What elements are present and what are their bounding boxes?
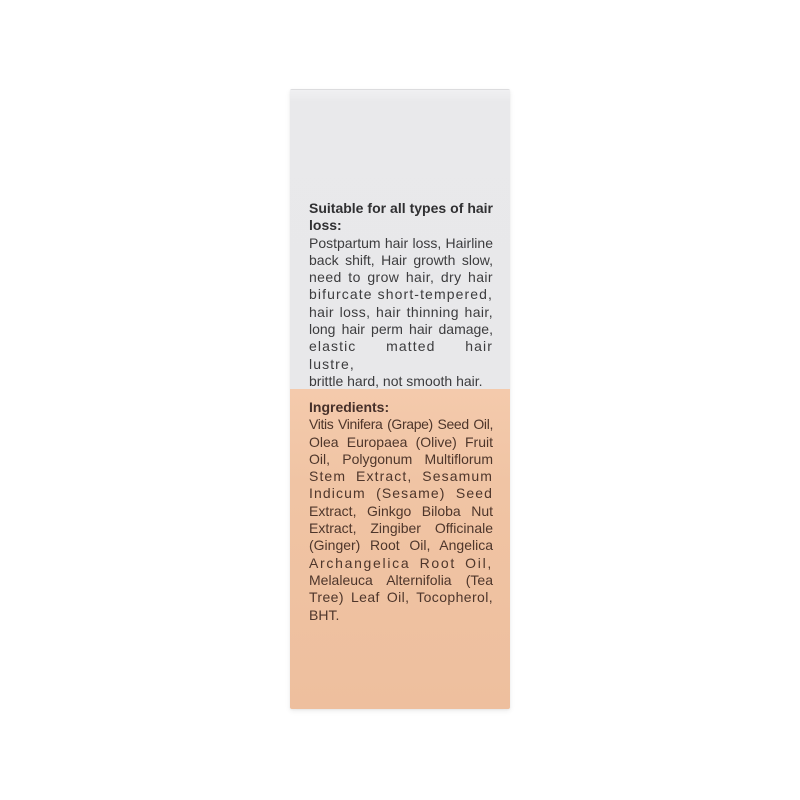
product-box-back	[290, 89, 510, 709]
suitability-panel	[290, 89, 510, 390]
ingredients-heading: Ingredients:	[309, 399, 390, 415]
text-line: Indicum (Sesame) Seed	[309, 485, 493, 502]
suitability-textblock	[309, 200, 493, 390]
suitability-heading: loss:	[309, 217, 342, 234]
text-line: need to grow hair, dry hair	[309, 269, 493, 286]
text-line: Stem Extract, Sesamum	[309, 468, 493, 485]
text-line: long hair perm hair damage,	[309, 321, 493, 338]
ingredients-panel	[290, 389, 510, 709]
text-line: Melaleuca Alternifolia (Tea	[309, 571, 493, 588]
text-line: BHT.	[309, 606, 340, 623]
text-line: Extract, Ginkgo Biloba Nut	[309, 502, 493, 519]
text-line: Vitis Vinifera (Grape) Seed Oil,	[309, 416, 493, 433]
text-line: Oil, Polygonum Multiflorum	[309, 450, 493, 467]
ingredients-textblock	[309, 399, 493, 624]
text-line: brittle hard, not smooth hair.	[309, 372, 483, 389]
text-line: Archangelica Root Oil,	[309, 554, 493, 571]
text-line: hair loss, hair thinning hair,	[309, 303, 493, 320]
suitability-heading: Suitable for all types of hair	[309, 200, 493, 216]
text-line: bifurcate short-tempered,	[309, 286, 493, 303]
text-line: Extract, Zingiber Officinale	[309, 520, 493, 537]
text-line: elastic matted hair lustre,	[309, 338, 493, 372]
text-line: Olea Europaea (Olive) Fruit	[309, 433, 493, 450]
text-line: Postpartum hair loss, Hairline	[309, 234, 493, 251]
text-line: back shift, Hair growth slow,	[309, 251, 493, 268]
text-line: Tree) Leaf Oil, Tocopherol,	[309, 589, 493, 606]
text-line: (Ginger) Root Oil, Angelica	[309, 537, 493, 554]
